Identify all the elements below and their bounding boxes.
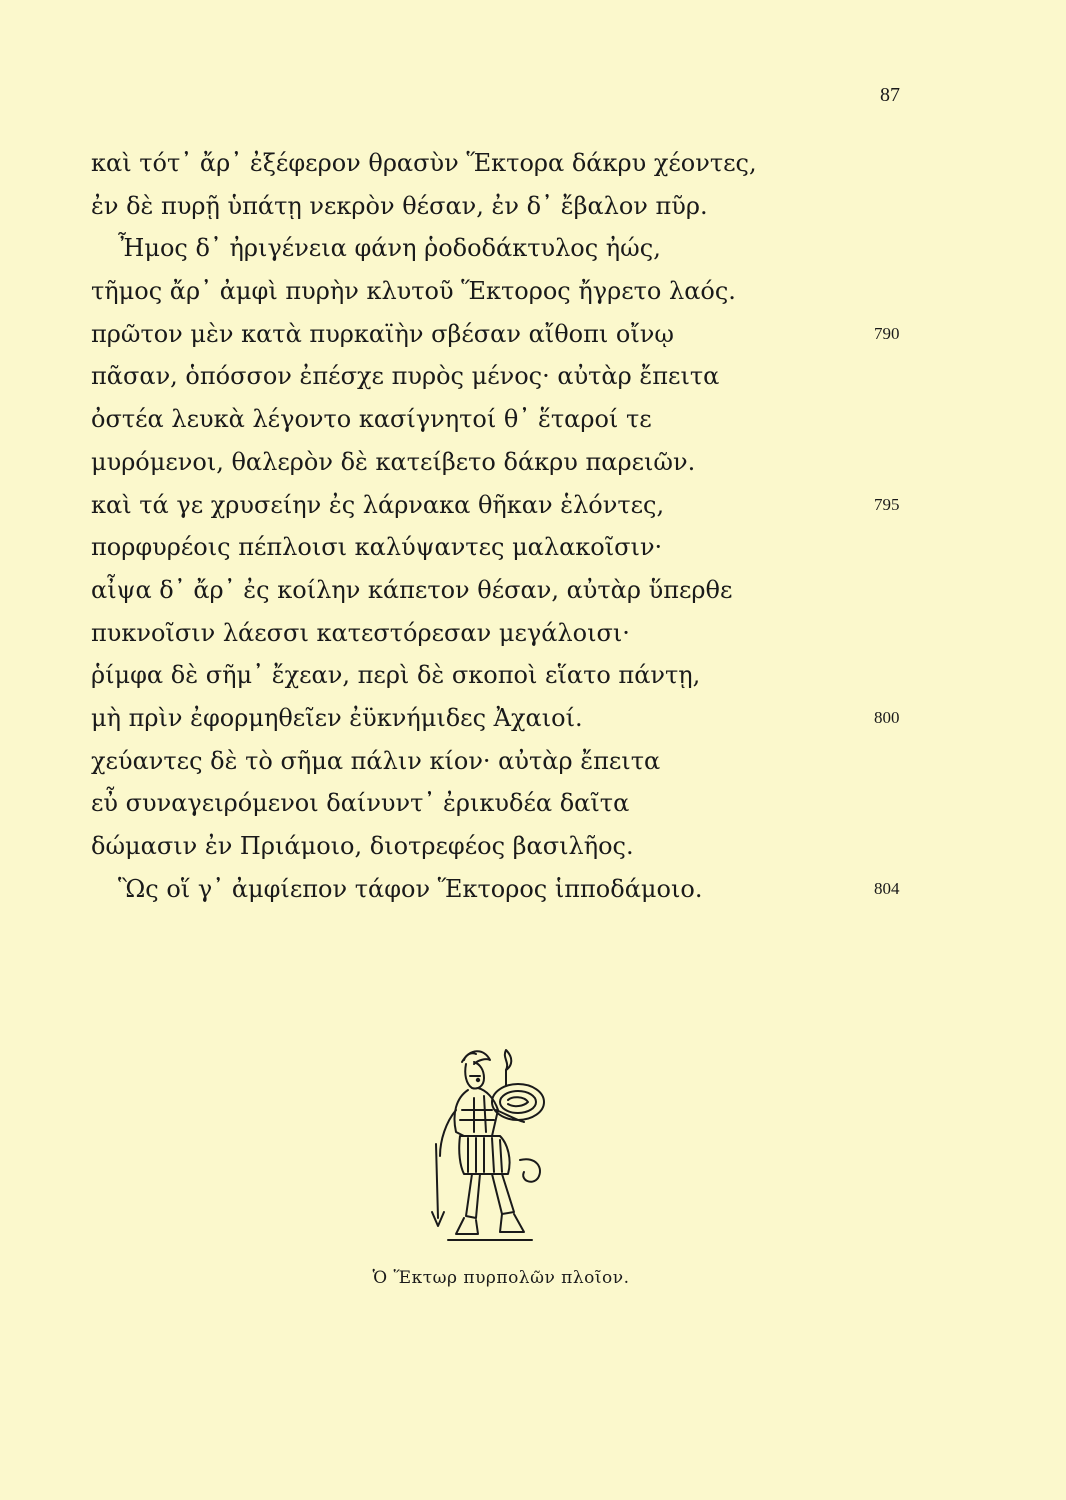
verse-text: τῆμος ἄρ᾽ ἀμφὶ πυρὴν κλυτοῦ Ἕκτορος ἤγρετο λαός. <box>91 277 736 306</box>
verse-line <box>91 825 991 868</box>
verse-text: ῥίμφα δὲ σῆμ᾽ ἔχεαν, περὶ δὲ σκοποὶ εἵατο πάντῃ, <box>91 661 701 690</box>
verse-line <box>91 270 991 313</box>
verse-text: δώμασιν ἐν Πριάμοιο, διοτρεφέος βασιλῆος. <box>91 832 634 860</box>
verse-line <box>91 227 991 270</box>
verse-line <box>91 313 991 356</box>
verse-text: πρῶτον μὲν κατὰ πυρκαϊὴν σβέσαν αἴθοπι οἴνῳ <box>91 319 674 348</box>
verse-line <box>91 868 991 911</box>
verse-text: πᾶσαν, ὁπόσσον ἐπέσχε πυρὸς μένος· αὐτὰρ ἔπειτα <box>91 362 720 391</box>
verse-text: αἶψα δ᾽ ἄρ᾽ ἐς κοίλην κάπετον θέσαν, αὐτὰρ ὕπερθε <box>91 575 733 604</box>
verse-line <box>91 569 991 612</box>
verse-line <box>91 740 991 783</box>
verse-text: ὀστέα λευκὰ λέγοντο κασίγνητοί θ᾽ ἕταροί τε <box>91 405 652 434</box>
verse-line <box>91 782 991 825</box>
hector-warrior-icon <box>420 1040 550 1250</box>
verse-line <box>91 142 991 185</box>
verse-line <box>91 355 991 398</box>
verse-text: Ὣς οἵ γ᾽ ἀμφίεπον τάφον Ἕκτορος ἱπποδάμοιο. <box>118 874 703 903</box>
line-number: 800 <box>874 707 900 727</box>
verse-text: μὴ πρὶν ἐφορμηθεῖεν ἐϋκνήμιδες Ἀχαιοί. <box>91 703 583 732</box>
verse-text: καὶ τότ᾽ ἄρ᾽ ἐξέφερον θρασὺν Ἕκτορα δάκρυ χέοντες, <box>91 149 757 177</box>
line-number: 804 <box>874 878 900 898</box>
line-number: 795 <box>874 494 900 514</box>
verse-text: ἐν δὲ πυρῇ ὑπάτῃ νεκρὸν θέσαν, ἐν δ᾽ ἔβαλον πῦρ. <box>91 191 708 220</box>
illustration-caption: Ὁ Ἕκτωρ πυρπολῶν πλοῖον. <box>372 1268 630 1288</box>
verse-line <box>91 612 991 655</box>
verse-line <box>91 697 991 740</box>
verse-text: χεύαντες δὲ τὸ σῆμα πάλιν κίον· αὐτὰρ ἔπειτα <box>91 746 661 775</box>
verse-line <box>91 185 991 228</box>
verse-text: πορφυρέοις πέπλοισι καλύψαντες μαλακοῖσιν· <box>91 533 663 562</box>
verse-text: καὶ τά γε χρυσείην ἐς λάρνακα θῆκαν ἑλόντες, <box>91 490 665 519</box>
verse-text: πυκνοῖσιν λάεσσι κατεστόρεσαν μεγάλοισι· <box>91 618 630 647</box>
verse-block <box>91 142 991 910</box>
verse-text: εὖ συναγειρόμενοι δαίνυντ᾽ ἐρικυδέα δαῖτα <box>91 789 630 818</box>
page-number: 87 <box>880 84 900 106</box>
verse-text: μυρόμενοι, θαλερὸν δὲ κατείβετο δάκρυ παρειῶν. <box>91 447 696 476</box>
verse-line <box>91 398 991 441</box>
verse-line <box>91 526 991 569</box>
verse-line <box>91 484 991 527</box>
verse-line <box>91 654 991 697</box>
verse-line <box>91 441 991 484</box>
verse-text: Ἦμος δ᾽ ἠριγένεια φάνη ῥοδοδάκτυλος ἠώς, <box>118 234 661 263</box>
line-number: 790 <box>874 323 900 343</box>
